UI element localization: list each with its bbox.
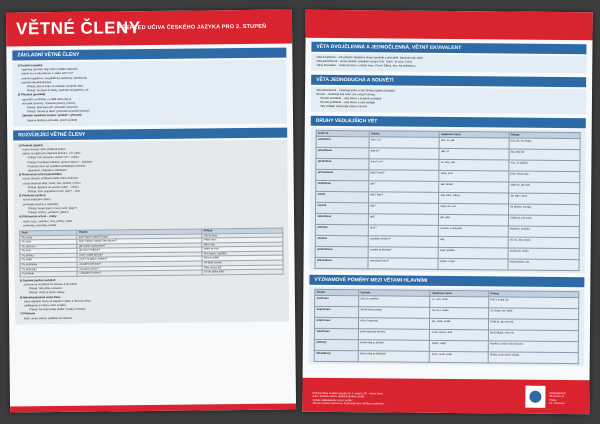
- table-header-cell: Otázka: [369, 130, 439, 137]
- text-line: přísudek slovesný, slovesně-jmenný, jmenný: [21, 101, 76, 106]
- table-cell: předmětná: [316, 158, 369, 169]
- text-line: Příklad: Děti si hrály na zahradě. (podmět: děti): [26, 84, 83, 89]
- text-line: rozvíjí sloveso, přídavné jméno nebo příslovce: [22, 177, 78, 181]
- table-header-cell: Spojovací výraz: [439, 131, 509, 138]
- section-heading-subordinate: DRUHY VEDLEJŠÍCH VĚT: [311, 115, 586, 127]
- table-cell: ačkoli, i když: [438, 258, 508, 270]
- right-sheet: [302, 10, 592, 414]
- publisher-logo-icon: [529, 391, 541, 403]
- table-cell: druhá věta je příčina: [358, 340, 430, 352]
- section-box-sentence-types: [311, 54, 586, 73]
- table-cell: Ačkoli pršelo, šel.: [508, 259, 580, 271]
- text-line: Příklad: Zítra pojedeme k moři. (kdy? – čas): [27, 189, 80, 194]
- table-cell: koho? co?: [369, 159, 439, 171]
- table-cell: Pu podmínky: [20, 262, 77, 267]
- table-cell: Přijdu ráno.: [202, 237, 283, 242]
- table-cell: proč? z jaké příčiny?: [77, 252, 202, 258]
- table-header-cell: Poměr: [315, 289, 359, 296]
- table-cell: kdy?: [368, 203, 438, 215]
- table-cell: ale, však, avšak: [430, 319, 488, 331]
- text-line: Příklad: Šel jsem do školy. (podmět nevyjádřený: já): [26, 88, 89, 93]
- table-cell: Nepřišel, protože...: [508, 226, 580, 238]
- section-box-developing: [13, 139, 289, 324]
- footer-contact-line: Nakladatelství: [549, 391, 566, 395]
- table-cell: Chtěl jít, ale nemohl.: [488, 319, 578, 331]
- table-cell: že, aby, zda: [439, 159, 509, 171]
- section-heading-sentence-types: VĚTA DVOJČLENNÁ A JEDNOČLENNÁ, VĚTNÝ EKVIVALENT: [311, 42, 586, 54]
- table-cell: kde? kam?: [368, 192, 438, 204]
- text-line: 6) Několikanásobné větné členy: [19, 295, 61, 300]
- subordinate-clause-table: [314, 129, 580, 271]
- table-cell: Pu způsobu: [20, 244, 77, 249]
- table-cell: místní: [316, 191, 369, 202]
- table-cell: příčinná: [315, 224, 368, 235]
- text-line: Příklad: Děti přišly unavené.: [28, 287, 63, 291]
- table-cell: Šel pro chléb.: [202, 256, 283, 261]
- table-cell: ba, ba i, nadto: [430, 308, 488, 320]
- section-box-coordinate: [309, 287, 585, 367]
- footer-line: Všechna práva vyhrazena. Kopírování bez souhlasu zakázáno.: [312, 402, 385, 406]
- text-line: 4) Příslovečné určení – druhy: [19, 215, 57, 219]
- table-cell: Učí se, aby uspěl.: [508, 237, 580, 249]
- table-cell: Jdu do lesa.: [202, 233, 283, 238]
- table-cell: proto, tudíž, a tak: [430, 352, 488, 364]
- table-cell: Buď půjdeš, nebo ne.: [488, 330, 578, 342]
- table-cell: proč?: [368, 225, 438, 237]
- text-line: Věta dvojčlenná – má základní skladební dvojici (podmět a přísudek): Maminka vaří oběd.: [316, 55, 424, 60]
- section-heading-basic: ZÁKLADNÍ VĚTNÉ ČLENY: [12, 48, 286, 61]
- table-cell: slučovací: [315, 296, 359, 307]
- table-cell: stupňovací: [315, 307, 359, 318]
- text-line: 5) Doplněk (atribut verbální): [19, 278, 56, 283]
- table-cell: důsledkový: [314, 351, 358, 362]
- table-cell: Kdo lže, ten krade.: [509, 138, 581, 150]
- text-line: Příklad: Kniha o zvířatech. (jaká?): [27, 210, 69, 215]
- table-cell: Vím, že přijdeš.: [508, 160, 580, 172]
- table-cell: Pu příčiny: [20, 253, 77, 258]
- table-cell: Pu místa: [20, 235, 77, 240]
- section-box-basic: [12, 60, 287, 127]
- footer-line: Vydalo nakladatelství, první vydání: [312, 398, 353, 402]
- table-cell: jedna vylučuje druhou: [358, 329, 430, 341]
- text-line: Příklad: Petr čte knihu. (koho? co? – knihu): [27, 156, 79, 160]
- table-cell: navzdory čemu?: [77, 266, 202, 272]
- text-line: vyjadřuje původce děje nebo nositele vlastnosti: [21, 67, 78, 72]
- table-cell: Pu času: [20, 239, 77, 244]
- table-cell: Pu míry: [20, 249, 77, 254]
- table-cell: kde, kam, odkud: [439, 192, 509, 204]
- table-cell: Jestli prší, nejdu.: [508, 248, 580, 260]
- table-cell: vzhledem k čemu?: [77, 270, 202, 276]
- footer-contact: [549, 392, 583, 407]
- text-line: vypovídá o podmětu, co dělá nebo jaký je: [21, 97, 72, 101]
- text-line: Příklad: Pomáhám babičce. (komu? čemu? – babičce): [27, 160, 93, 164]
- table-cell: Pro nemoc nepřišel.: [202, 251, 283, 256]
- text-line: 1) Předmět (objekt): [18, 143, 43, 148]
- table-header-cell: Druh VV: [316, 130, 369, 137]
- footer-line: Přehled učiva českého jazyka pro 2. stupeň ZŠ – Větné členy: [312, 391, 383, 396]
- left-footer-bar: [10, 403, 296, 412]
- table-cell: příčinný: [314, 340, 358, 351]
- table-cell: podmětná: [316, 136, 369, 147]
- table-cell: a, i, ani, nebo: [430, 297, 488, 309]
- table-cell: který, jenž: [439, 170, 509, 182]
- table-cell: protože, poněvadž: [438, 225, 508, 237]
- footer-line: Autor: kolektiv autorů, grafická úprava: studio: [312, 395, 365, 399]
- table-cell: neboť, vždyť: [430, 341, 488, 353]
- table-cell: Přes únavu šel.: [202, 265, 283, 270]
- table-cell: přípustková: [315, 257, 368, 268]
- text-line: Věta jednoduchá – obsahuje jedno určité sloveso (jeden přísudek).: [316, 88, 396, 93]
- footer-contact-line: Praha: [549, 398, 557, 402]
- table-cell: odporovací: [314, 318, 358, 329]
- table-cell: Dům, který stojí...: [508, 171, 580, 183]
- text-line: Příklad: Vrátil se domů zdravý.: [28, 291, 66, 295]
- table-cell: Prší a fouká vítr.: [488, 297, 578, 309]
- table-cell: Pu účelu: [20, 258, 77, 263]
- table-cell: kde? kam? odkud? kudy?: [77, 233, 202, 239]
- text-line: Příklad: Maminka vaří. (přísudek slovesný): [26, 105, 78, 110]
- table-header-cell: Druh: [20, 230, 77, 235]
- table-cell: za jaké podmínky?: [368, 247, 438, 259]
- right-header-bar: [306, 10, 593, 41]
- sheet-subtitle: PŘEHLED UČIVA ČESKÉHO JAZYKA PRO 2. STUPEŇ: [118, 23, 267, 32]
- table-cell: jak, jako: [438, 214, 508, 226]
- table-header-cell: Příklad: [509, 132, 581, 139]
- table-cell: způsobová: [315, 213, 368, 224]
- right-footer-bar: [302, 378, 589, 415]
- table-cell: Viděl ho, jak běží.: [508, 182, 580, 194]
- section-heading-coordinate: VÝZNAMOVÉ POMĚRY MEZI VĚTAMI HLAVNÍMI: [309, 275, 584, 287]
- table-cell: jak, kterak: [439, 181, 509, 193]
- text-line: Příklad: Bydlíme na vesnici. (kde? – místo): [27, 185, 79, 190]
- table-header-cell: Význam: [358, 290, 430, 297]
- section-box-simple-compound: [311, 86, 586, 113]
- table-header-cell: Otázka: [77, 229, 202, 235]
- table-cell: druhá věta je důsledek: [358, 351, 430, 363]
- table-cell: když, jestliže: [438, 247, 508, 259]
- table-cell: věty si odporují: [358, 318, 430, 330]
- section-heading-developing: ROZVÍJEJÍCÍ VĚTNÉ ČLENY: [13, 127, 287, 140]
- text-line: Předmět může být vyjádřen podstatným jménem,: [27, 164, 86, 169]
- footer-contact-line: tel. informace: [549, 402, 565, 406]
- text-line: podmínky, přípustky, zřetele: [23, 223, 57, 228]
- text-line: podmět několikanásobný: [21, 80, 52, 85]
- text-line: Příklad: Tatínek je lékař. (přísudek slovesně-jmenný): [26, 109, 90, 114]
- text-line: místa, času, způsobu, míry, příčiny, účelu: [23, 219, 73, 223]
- adverbial-table: [19, 228, 283, 278]
- table-cell: Nepřišel, neboť byl nemocen.: [488, 341, 578, 353]
- text-line: Souvětí podřadné – věta hlavní a věta vedlejší: [319, 101, 376, 105]
- table-cell: kdo, co, jak: [439, 137, 509, 149]
- table-cell: jaký? který?: [369, 170, 439, 182]
- table-cell: časová: [315, 202, 368, 213]
- text-line: Základní skladební dvojice: podmět + přísudek: [21, 114, 82, 118]
- text-line: 2) Přísudek (predikát): [17, 93, 46, 97]
- table-cell: Pu zřetele: [20, 272, 77, 277]
- table-cell: kdo? co?: [369, 137, 439, 149]
- table-cell: Pršelo, proto jsme zůstali.: [488, 352, 578, 364]
- table-cell: Byl, jaký byl.: [509, 149, 581, 161]
- publisher-logo: [525, 386, 545, 408]
- footer-contact-line: Obchodní 12: [549, 395, 565, 399]
- table-cell: jaký, čí: [439, 148, 509, 160]
- table-cell: Udělej to, jak umíš.: [508, 215, 580, 227]
- text-line: 1) Podmět (subjekt): [17, 64, 43, 68]
- left-sheet: [6, 10, 296, 413]
- text-line: rozvíjí podstatné jméno: [22, 198, 51, 202]
- table-cell: věty se doplňují: [358, 296, 430, 308]
- coordinate-relation-table: [314, 289, 580, 365]
- text-line: 7) Přístavek: [20, 312, 36, 316]
- table-cell: Je chytrý, ba i pilný.: [488, 308, 578, 320]
- table-cell: druhá věta zesiluje: [358, 307, 430, 319]
- table-cell: za jakým účelem?: [368, 236, 438, 248]
- text-line: přívlastek shodný a neshodný: [22, 202, 59, 207]
- table-cell: nebo, anebo, buď: [430, 330, 488, 342]
- table-cell: navzdory čemu?: [368, 258, 438, 270]
- text-line: oddělujeme je čárkou nebo spojkou: [23, 303, 67, 308]
- table-cell: Jdi, kam chceš.: [508, 193, 580, 205]
- table-cell: vylučovací: [314, 329, 358, 340]
- text-line: Souvětí – obsahuje dvě nebo více určitých sloves.: [316, 92, 376, 97]
- text-line: ptáme se pádovými otázkami kromě 1. a 5. pádu: [22, 151, 81, 156]
- table-cell: za jaké podmínky?: [77, 261, 202, 267]
- table-cell: účelová: [315, 235, 368, 246]
- text-line: 3) Přívlastek (atribut): [18, 194, 46, 198]
- table-cell: jak?: [369, 181, 439, 193]
- text-line: Větný ekvivalent – nemá sloveso v určitém tvaru: Pozor! Děkuji. Ano. Na shledanou.: [316, 64, 417, 69]
- table-cell: Mluví tiše.: [202, 242, 283, 247]
- table-cell: jak moc? kolikrát?: [77, 247, 202, 253]
- section-box-subordinate: [309, 127, 585, 273]
- table-cell: Pu přípustky: [20, 267, 77, 272]
- text-line: Nejprve hledáme přísudek, potom podmět: [27, 118, 78, 122]
- table-cell: doplňková: [316, 180, 369, 191]
- section-heading-simple-compound: VĚTA JEDNODUCHÁ A SOUVĚTÍ: [311, 74, 586, 86]
- table-cell: podmínková: [315, 246, 368, 257]
- table-header-cell: Příklad: [202, 228, 283, 233]
- table-row: [314, 351, 578, 364]
- table-cell: přísudková: [316, 147, 369, 158]
- table-cell: jak? jakým způsobem?: [77, 243, 202, 249]
- text-line: vztahuje se současně ke slovesu a ke jménu: [23, 282, 77, 287]
- footer-imprint: [312, 391, 385, 406]
- table-row: [315, 257, 579, 270]
- text-line: určuje okolnosti děje: místo, čas, způsob, příčinu: [22, 181, 81, 186]
- text-line: Příklad: Na stole ležely jablka, hrušky a švestky.: [29, 307, 87, 312]
- text-line: členy stejného druhu ve stejném vztahu k řídícímu členu: [23, 299, 91, 304]
- left-header-bar: [6, 10, 292, 47]
- table-cell: Co do výšky stačí.: [202, 269, 283, 274]
- text-line: zájmenem, číslovkou i infinitivem: [27, 168, 67, 173]
- table-header-cell: Spojovací výraz: [430, 290, 488, 297]
- table-cell: Velmi se bojí.: [202, 246, 283, 251]
- text-line: bližší určení jména, odděluje se čárkami: [24, 316, 72, 321]
- text-line: 2) Příslovečné určení (adverbiále): [18, 173, 62, 177]
- table-cell: aby: [438, 236, 508, 248]
- text-line: podmět vyjádřený, nevyjádřený (zamlčený, všeobecný): [21, 76, 88, 80]
- text-line: Souvětí souřadné – věty hlavní a spojené souřadně: [319, 96, 382, 101]
- table-cell: když, až, než: [439, 203, 509, 215]
- table-cell: jaký je?: [369, 148, 439, 160]
- text-line: Věty vedlejší odpovídají větným členům: [319, 105, 368, 109]
- text-line: Věta jednočlenná – nemá základní skladební dvojici: Prší. Sněží. Je zima. Ticho!: [316, 60, 413, 64]
- table-cell: jak?: [368, 214, 438, 226]
- table-cell: Až přijdeš, zavolej.: [508, 204, 580, 216]
- table-cell: přívlastková: [316, 169, 369, 180]
- text-line: Příklad: Koupil jsem si nový svetr. (jaký?): [27, 206, 77, 211]
- text-line: rozvíjí sloveso nebo přídavné jméno: [22, 147, 66, 152]
- sheet-title: VĚTNÉ ČLENY: [15, 18, 141, 39]
- text-line: ptáme se na něj otázkou 1. pádu: kdo? co?: [21, 72, 73, 76]
- table-cell: kdy? odkdy? dokdy? jak dlouho?: [77, 238, 202, 244]
- table-cell: proč? za jakým účelem?: [77, 256, 202, 262]
- table-cell: Při dešti zůstaň.: [202, 260, 283, 265]
- table-header-cell: Příklad: [488, 291, 578, 298]
